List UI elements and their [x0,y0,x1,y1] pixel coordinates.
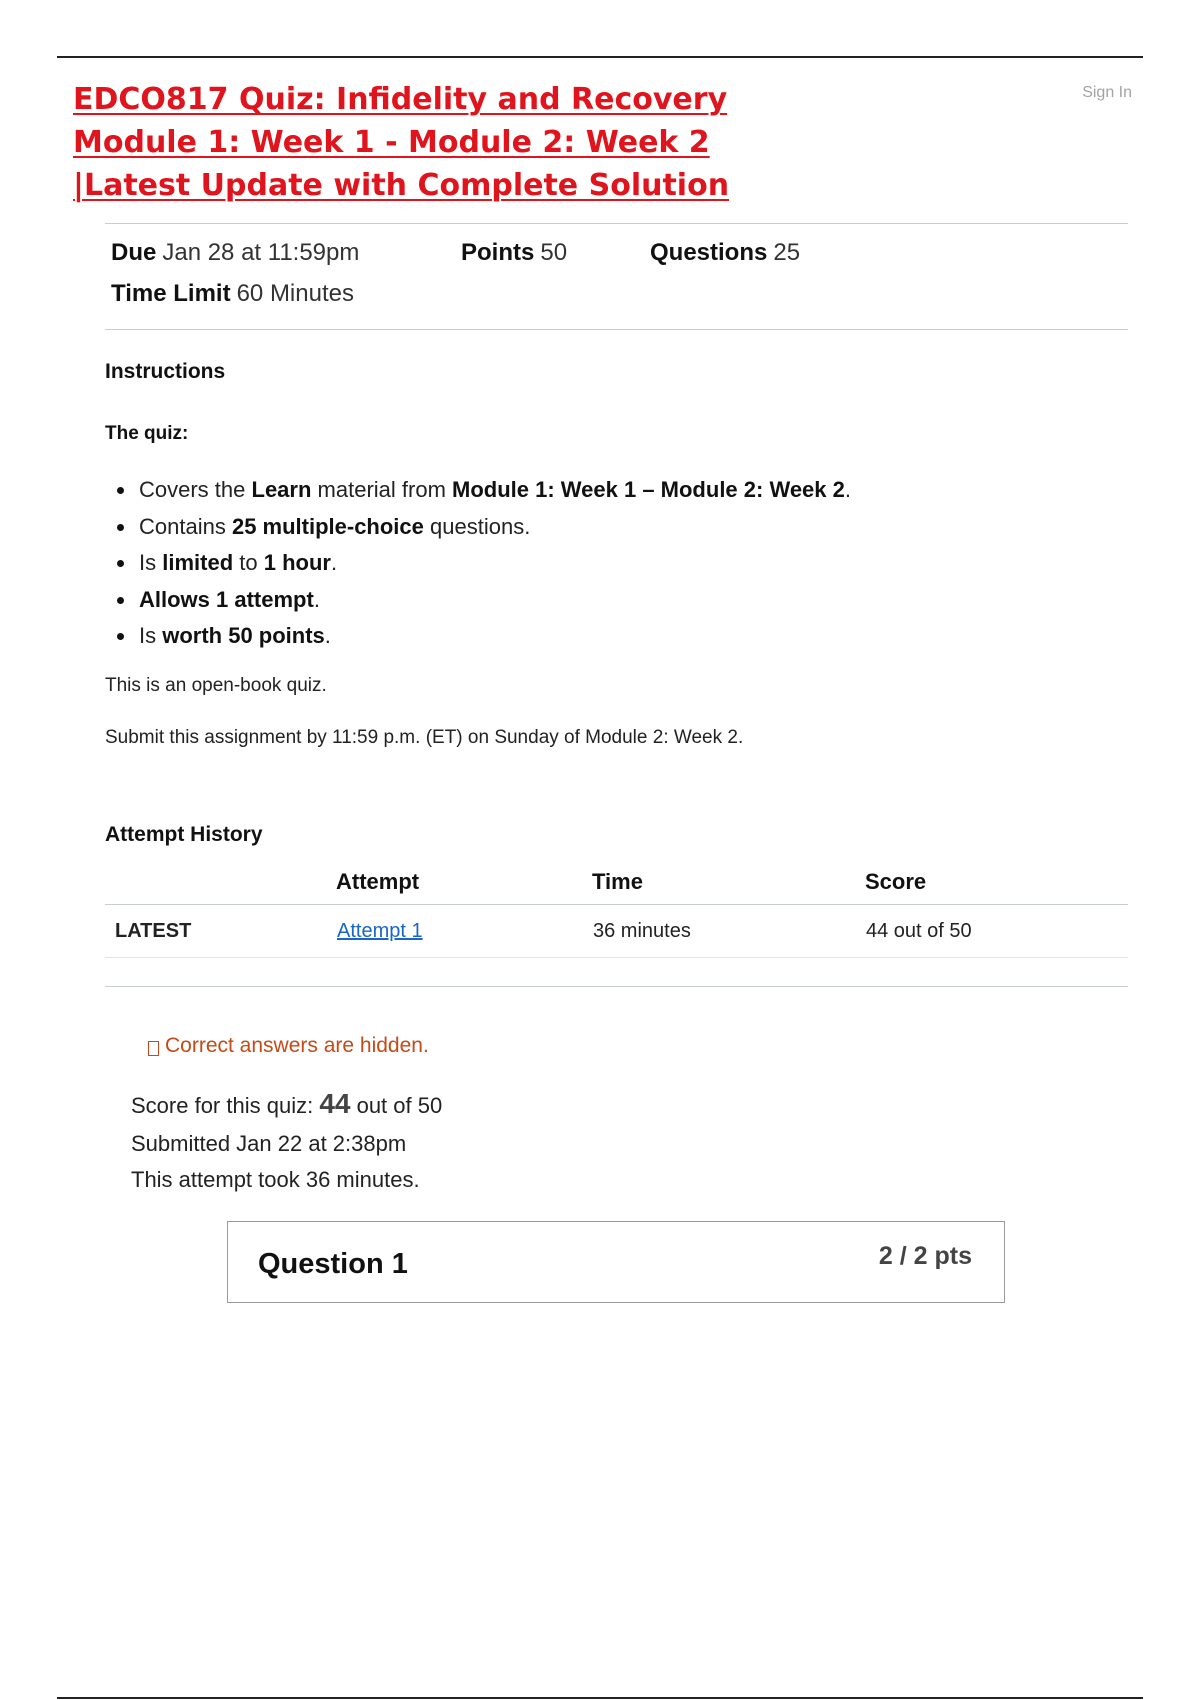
latest-tag: LATEST [105,905,336,958]
list-item: Allows 1 attempt. [139,582,851,619]
points-label: Points [461,239,535,266]
divider [105,223,1128,224]
due-label: Due [111,239,157,266]
attempt-score: 44 out of 50 [865,905,1128,958]
score-value: 44 [319,1088,351,1119]
submit-note: Submit this assignment by 11:59 p.m. (ET) on Sunday of Module 2: Week 2. [105,727,744,748]
answers-hidden-notice [148,1034,429,1058]
questions-value: 25 [773,239,801,266]
table-row [105,905,1128,958]
sign-in-link[interactable]: Sign In [1082,84,1132,101]
attempt-history-table [105,860,1128,958]
instructions-heading: Instructions [105,360,226,383]
column-header-time: Time [592,860,865,905]
list-item: Contains 25 multiple-choice questions. [139,509,851,546]
question-points: 2 / 2 pts [878,1242,972,1270]
question-card [227,1221,1005,1303]
list-item: Is limited to 1 hour. [139,545,851,582]
table-header-row [105,860,1128,905]
submitted-line: Submitted Jan 22 at 2:38pm [131,1131,407,1156]
instructions-list [105,472,851,655]
column-header-attempt: Attempt [336,860,592,905]
attempt-time: 36 minutes [592,905,865,958]
notice-text: Correct answers are hidden. [165,1034,429,1057]
attempt-history-heading: Attempt History [105,823,263,846]
list-item: Is worth 50 points. [139,618,851,655]
column-header [105,860,336,905]
divider [105,986,1128,987]
top-rule [57,56,1143,58]
duration-line: This attempt took 36 minutes. [131,1167,420,1192]
quiz-score-line: Score for this quiz: 44 out of 50 [131,1088,443,1119]
questions-field [650,238,800,268]
document-title[interactable]: EDCO817 Quiz: Infidelity and Recovery Module 1: Week 1 - Module 2: Week 2 |Latest Update with Complete Solution [73,82,730,203]
bottom-rule [57,1697,1143,1699]
time-limit-value: 60 Minutes [236,280,354,307]
questions-label: Questions [650,239,768,266]
points-field [461,238,567,268]
attempt-1-link[interactable]: Attempt 1 [337,919,423,942]
time-limit-field [111,279,354,309]
list-item: Covers the Learn material from Module 1: Week 1 – Module 2: Week 2. [139,472,851,509]
info-icon [148,1041,159,1056]
time-limit-label: Time Limit [111,280,231,307]
quiz-label: The quiz: [105,423,189,444]
due-value: Jan 28 at 11:59pm [162,239,360,266]
question-title: Question 1 [258,1248,408,1280]
divider [105,329,1128,330]
due-field [111,238,359,268]
open-book-note: This is an open-book quiz. [105,675,327,696]
column-header-score: Score [865,860,1128,905]
points-value: 50 [540,239,568,266]
